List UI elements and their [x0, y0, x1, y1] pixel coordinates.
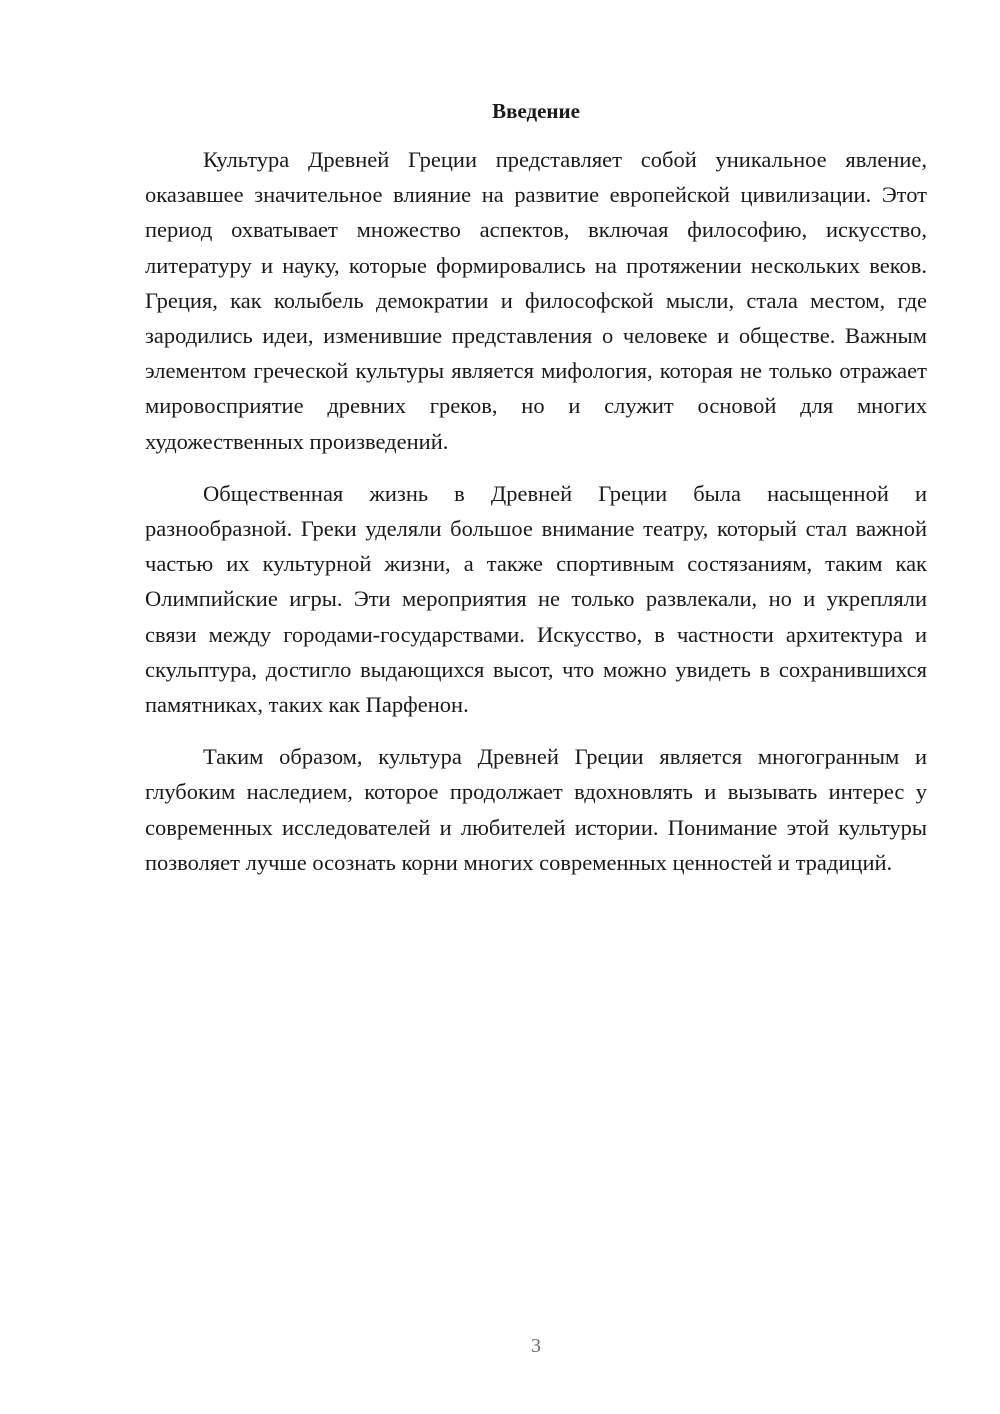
paragraph-1: Культура Древней Греции представляет собой уникальное явление, оказавшее значительное влияние на развитие европейской цивилизации. Этот период охватывает множество аспектов, включая философию, искусство, литературу и науку, которые формировались на протяжении нескольких веков. Греция, как колыбель демократии и философской мысли, стала местом, где зародились идеи, изменившие представления о человеке и обществе. Важным элементом греческой культуры является мифология, которая не только отражает мировосприятие древних греков, но и служит основой для многих художественных произведений. [145, 147, 927, 454]
page-number: 3 [531, 1335, 541, 1357]
paragraph-3: Таким образом, культура Древней Греции является многогранным и глубоким наследием, которое продолжает вдохновлять и вызывать интерес у современных исследователей и любителей истории. Понимание этой культуры позволяет лучше осознать корни многих современных ценностей и традиций. [145, 744, 927, 875]
body-text [145, 142, 927, 880]
section-title: Введение [492, 99, 580, 123]
paragraph-2: Общественная жизнь в Древней Греции была насыщенной и разнообразной. Греки уделяли большое внимание театру, который стал важной частью их культурной жизни, а также спортивным состязаниям, таким как Олимпийские игры. Эти мероприятия не только развлекали, но и укрепляли связи между городами-государствами. Искусство, в частности архитектура и скульптура, достигло выдающихся высот, что можно увидеть в сохранившихся памятниках, таких как Парфенон. [145, 480, 927, 718]
